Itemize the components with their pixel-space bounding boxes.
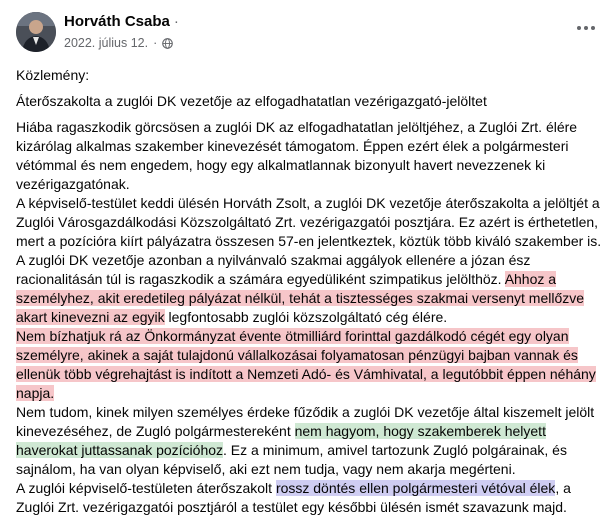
spacer bbox=[16, 85, 606, 92]
paragraph-5 bbox=[16, 403, 606, 479]
paragraph-6 bbox=[16, 479, 606, 517]
paragraph-5-text: Nem tudom, kinek milyen személyes érdeke fűződik a zuglói DK vezetője által kiszemelt jelölt kinevezéséhez, de Zugló polgármestereként bbox=[16, 404, 595, 439]
highlight-red: Ahhoz a személyhez, akit eredetileg pályázat nélkül, tehát a tisztességes szakmai versenyt mellőzve akart kinevezni az egyik bbox=[16, 271, 585, 325]
highlight-green: nem hagyom, hogy szakemberek helyett haverokat juttassanak pozícióhoz bbox=[16, 423, 546, 458]
highlight-blue: rossz döntés ellen polgármesteri vétóval élek bbox=[275, 480, 556, 496]
avatar-photo-icon bbox=[16, 12, 56, 52]
post-body bbox=[16, 66, 606, 517]
highlight-red: Nem bízhatjuk rá az Önkormányzat évente ötmilliárd forinttal gazdálkodó cégét egy olyan személyre, akinek a saját tulajdonú vállalkozásai folyamatosan pénzügyi bajban vannak és ellenük több végrehajtást is indított a Nemzeti Adó- és Vámhivatal, a legutóbbit éppen néhány napja. bbox=[16, 328, 596, 401]
paragraph-1: Hiába ragaszkodik görcsösen a zuglói DK az elfogadhatatlan jelöltjéhez, a Zuglói Zrt. élére kizárólag alkalmas szakember kinevezését támogatom. Éppen ezért élek a polgármesteri vétómmal és nem engedem, hogy egy alkalmatlannak bizonyult havert nevezzenek ki vezérigazgatónak. bbox=[16, 119, 578, 192]
more-options-icon bbox=[577, 26, 581, 30]
globe-icon bbox=[162, 38, 173, 49]
avatar[interactable] bbox=[16, 12, 56, 52]
paragraph-5-end: . Ez a minimum, amivel tartozunk Zugló polgárainak, és sajnálom, ha van olyan képviselő, aki ezt nem tudja, vagy nem akarja megérteni. bbox=[16, 442, 567, 477]
more-options-icon-dot bbox=[591, 26, 595, 30]
paragraph-4 bbox=[16, 327, 606, 403]
paragraph-3 bbox=[16, 251, 606, 327]
spacer bbox=[16, 111, 606, 118]
post-header bbox=[16, 12, 606, 56]
paragraph-3-end: legfontosabb zuglói közszolgáltató cég élére. bbox=[164, 309, 448, 325]
more-options-icon-dot bbox=[584, 26, 588, 30]
post-subtitle: Áterőszakolta a zuglói DK vezetője az elfogadhatatlan vezérigazgató-jelöltet bbox=[16, 93, 487, 109]
paragraph-3-text: A zuglói DK vezetője azonban a nyilvánvaló szakmai aggályok ellenére a józan ész racionalitásán túl is ragaszkodik a számára egyedüliként szimpatikus jelölthöz. bbox=[16, 252, 531, 287]
author-name[interactable] bbox=[64, 13, 179, 30]
post-heading: Közlemény: bbox=[16, 67, 90, 83]
post-date[interactable]: 2022. július 12. bbox=[64, 36, 149, 50]
author-name-text[interactable]: Horváth Csaba bbox=[64, 13, 170, 30]
paragraph-2: A képviselő-testület keddi ülésén Horváth Zsolt, a zuglói DK vezetője áterőszakolta a jelöltjét a Zuglói Városgazdálkodási Közszolgáltató Zrt. vezérigazgatói posztjára. Ez azért is érthetetlen, mert a pozícióra kiírt pályázatra összesen 57-en jelentkeztek, köztük több kiváló szakember is. bbox=[16, 195, 602, 249]
paragraph-6-end: , a Zuglói Zrt. vezérigazgatói posztjáról a testület egy későbbi ülésén ismét szavazunk majd. bbox=[16, 480, 571, 515]
paragraph-6-text: A zuglói képviselő-testületen áterőszakolt bbox=[16, 480, 276, 496]
meta-separator: · bbox=[153, 36, 158, 50]
follow-separator: · bbox=[173, 13, 179, 30]
post-meta bbox=[64, 36, 173, 50]
more-options-button[interactable] bbox=[570, 14, 602, 42]
